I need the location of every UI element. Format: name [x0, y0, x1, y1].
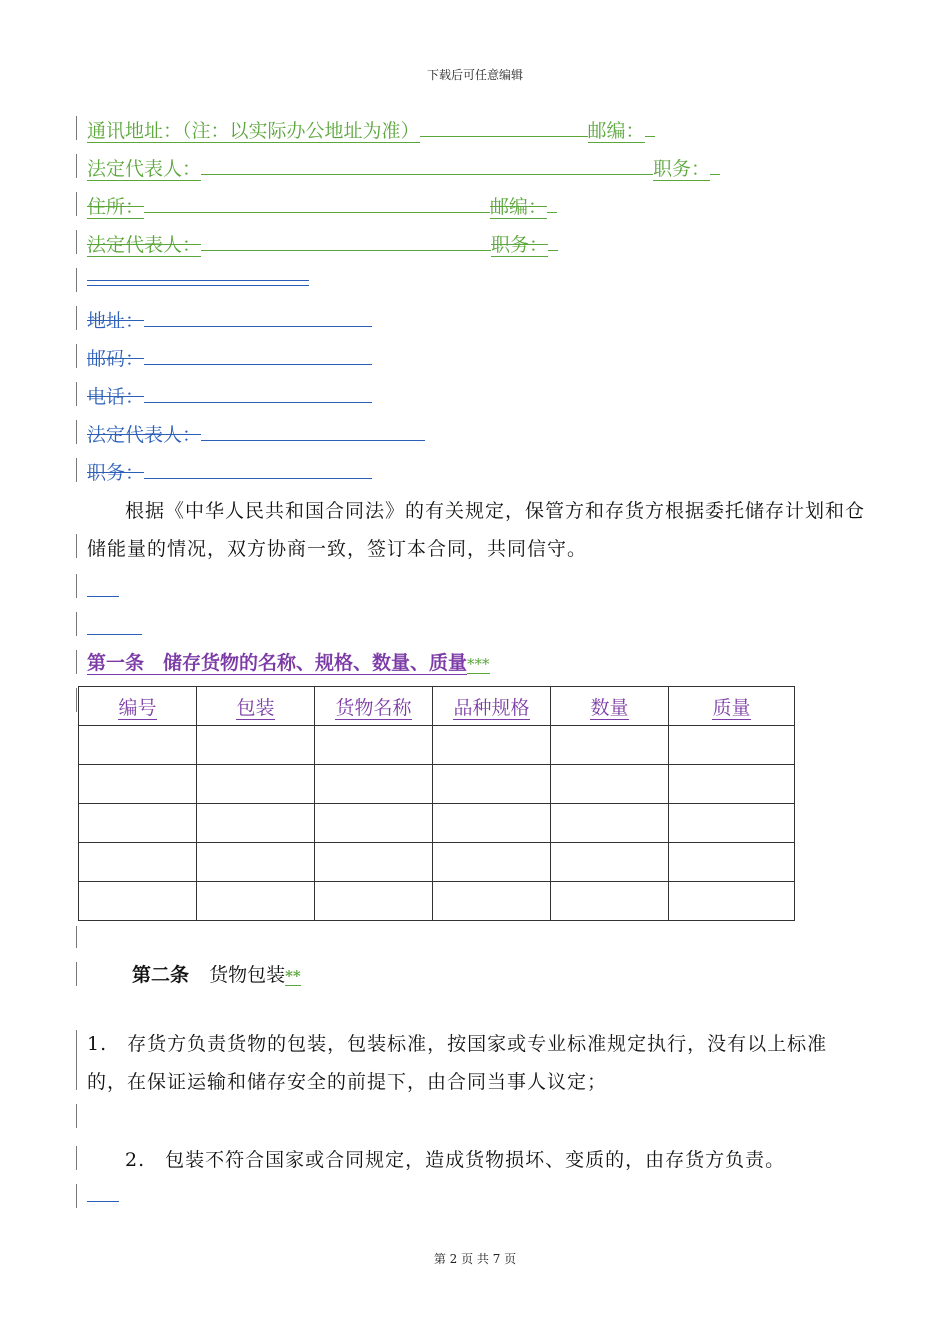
intro-text-1: 根据《中华人民共和国合同法》的有关规定，保管方和存货方根据委托储存计划和仓储能量的情况，双方协商一致， [87, 500, 866, 560]
zip-blank-2 [547, 192, 557, 213]
intro-text-2: 签订本合同，共同信守。 [367, 538, 588, 560]
revision-bar [76, 1184, 77, 1208]
storage-legal-rep-label: 法定代表人： [87, 424, 202, 446]
revision-bar [76, 574, 77, 598]
table-cell[interactable] [79, 765, 197, 804]
goods-table [78, 686, 795, 921]
phone-line [87, 382, 372, 410]
revision-bar [76, 962, 77, 986]
clause-1 [87, 1025, 867, 1101]
page-footer: 第 2 页 共 7 页 [433, 1252, 517, 1266]
table-header-row [79, 687, 795, 726]
article-2-subtitle: 货物包装 [209, 964, 286, 986]
table-cell[interactable] [197, 765, 315, 804]
position-label: 职务： [653, 158, 711, 180]
position-label-2: 职务： [491, 234, 549, 256]
header-packaging: 包装 [197, 687, 315, 726]
article-1-title: 第一条 储存货物的名称、规格、数量、质量 [87, 652, 468, 674]
table-row [79, 726, 795, 765]
table-cell[interactable] [197, 882, 315, 921]
comm-address-label: 通讯地址：（注：以实际办公地址为准） [87, 120, 420, 142]
legal-rep-label: 法定代表人： [87, 158, 202, 180]
revision-bar [76, 1104, 77, 1128]
table-cell[interactable] [669, 726, 795, 765]
header-spec: 品种规格 [433, 687, 551, 726]
table-cell[interactable] [551, 804, 669, 843]
legal-rep-line [87, 154, 720, 182]
table-cell[interactable] [315, 882, 433, 921]
clause-1-text: 存货方负责货物的包装，包装标准，按国家或专业标准规定执行，没有以上标准的，在保证运输和储存安全的前提下，由合同当事人议定； [87, 1033, 828, 1093]
blank-mark [87, 596, 119, 597]
comm-address-blank[interactable] [420, 116, 588, 137]
header-quality: 质量 [669, 687, 795, 726]
table-cell[interactable] [551, 882, 669, 921]
storage-legal-rep-line [87, 420, 425, 448]
residence-line [87, 192, 557, 220]
revision-bar [76, 1146, 77, 1170]
address-label: 地址： [87, 310, 145, 332]
article-2-heading [132, 962, 301, 989]
storage-position-line [87, 458, 372, 486]
phone-blank[interactable] [144, 382, 372, 403]
legal-rep-label-2: 法定代表人： [87, 234, 202, 256]
clause-2-text: 包装不符合国家或合同规定，造成货物损坏、变质的，由存货方负责。 [165, 1149, 786, 1171]
table-cell[interactable] [79, 726, 197, 765]
zip-blank [645, 116, 655, 137]
article-2-stars: ** [285, 967, 301, 985]
revision-bar [76, 1030, 77, 1090]
table-cell[interactable] [79, 882, 197, 921]
table-cell[interactable] [551, 843, 669, 882]
table-cell[interactable] [551, 765, 669, 804]
table-cell[interactable] [433, 804, 551, 843]
clause-2-number: 2. [125, 1149, 146, 1171]
postcode-label: 邮码： [87, 348, 145, 370]
position-blank-2 [548, 230, 558, 251]
revision-bar [76, 192, 77, 216]
header-number: 编号 [79, 687, 197, 726]
table-cell[interactable] [669, 882, 795, 921]
address-blank[interactable] [144, 306, 372, 327]
table-cell[interactable] [315, 726, 433, 765]
table-cell[interactable] [551, 726, 669, 765]
legal-rep-line-2 [87, 230, 558, 258]
table-cell[interactable] [315, 843, 433, 882]
revision-bar [76, 230, 77, 254]
table-cell[interactable] [197, 843, 315, 882]
table-cell[interactable] [433, 882, 551, 921]
revision-bar [76, 612, 77, 636]
storage-position-label: 职务： [87, 462, 145, 484]
position-blank [710, 154, 720, 175]
intro-paragraph [87, 492, 867, 568]
table-cell[interactable] [315, 804, 433, 843]
table-cell[interactable] [433, 765, 551, 804]
table-cell[interactable] [669, 804, 795, 843]
clause-2 [87, 1141, 867, 1179]
table-cell[interactable] [433, 843, 551, 882]
revision-bar [76, 116, 77, 140]
postcode-blank[interactable] [144, 344, 372, 365]
revision-bar [76, 688, 77, 712]
zip-label-2: 邮编： [490, 196, 548, 218]
revision-bar [76, 534, 77, 558]
table-cell[interactable] [79, 843, 197, 882]
article-1-stars: *** [467, 655, 490, 673]
clause-1-number: 1. [87, 1033, 108, 1055]
revision-bar [76, 154, 77, 178]
blank-mark [87, 634, 142, 635]
blank-mark [87, 1201, 119, 1202]
revision-bar [76, 650, 77, 674]
page-header: 下载后可任意编辑 [426, 68, 523, 82]
table-cell[interactable] [433, 726, 551, 765]
legal-rep-blank[interactable] [201, 154, 653, 175]
revision-bar [76, 420, 77, 444]
revision-bar [76, 344, 77, 368]
article-1-heading [87, 650, 490, 677]
storage-position-blank[interactable] [144, 458, 372, 479]
revision-bar [76, 382, 77, 406]
comm-address-line [87, 116, 655, 144]
table-cell[interactable] [669, 765, 795, 804]
storage-legal-rep-blank[interactable] [201, 420, 425, 441]
table-row [79, 882, 795, 921]
table-cell[interactable] [197, 804, 315, 843]
legal-rep-blank-2[interactable] [201, 230, 491, 251]
revision-bar [76, 926, 77, 948]
table-cell[interactable] [315, 765, 433, 804]
zip-label: 邮编： [587, 120, 645, 142]
phone-label: 电话： [87, 386, 145, 408]
table-cell[interactable] [669, 843, 795, 882]
postcode-line [87, 344, 372, 372]
residence-label: 住所： [87, 196, 145, 218]
header-quantity: 数量 [551, 687, 669, 726]
table-row [79, 804, 795, 843]
header-goods-name: 货物名称 [315, 687, 433, 726]
table-row [79, 765, 795, 804]
revision-bar [76, 268, 77, 292]
residence-blank[interactable] [144, 192, 490, 213]
table-row [79, 843, 795, 882]
article-2-title: 第二条 [132, 964, 190, 986]
revision-bar [76, 306, 77, 330]
address-line [87, 306, 372, 334]
table-cell[interactable] [197, 726, 315, 765]
revision-bar [76, 458, 77, 482]
party-name-blank[interactable] [87, 280, 309, 286]
table-cell[interactable] [79, 804, 197, 843]
